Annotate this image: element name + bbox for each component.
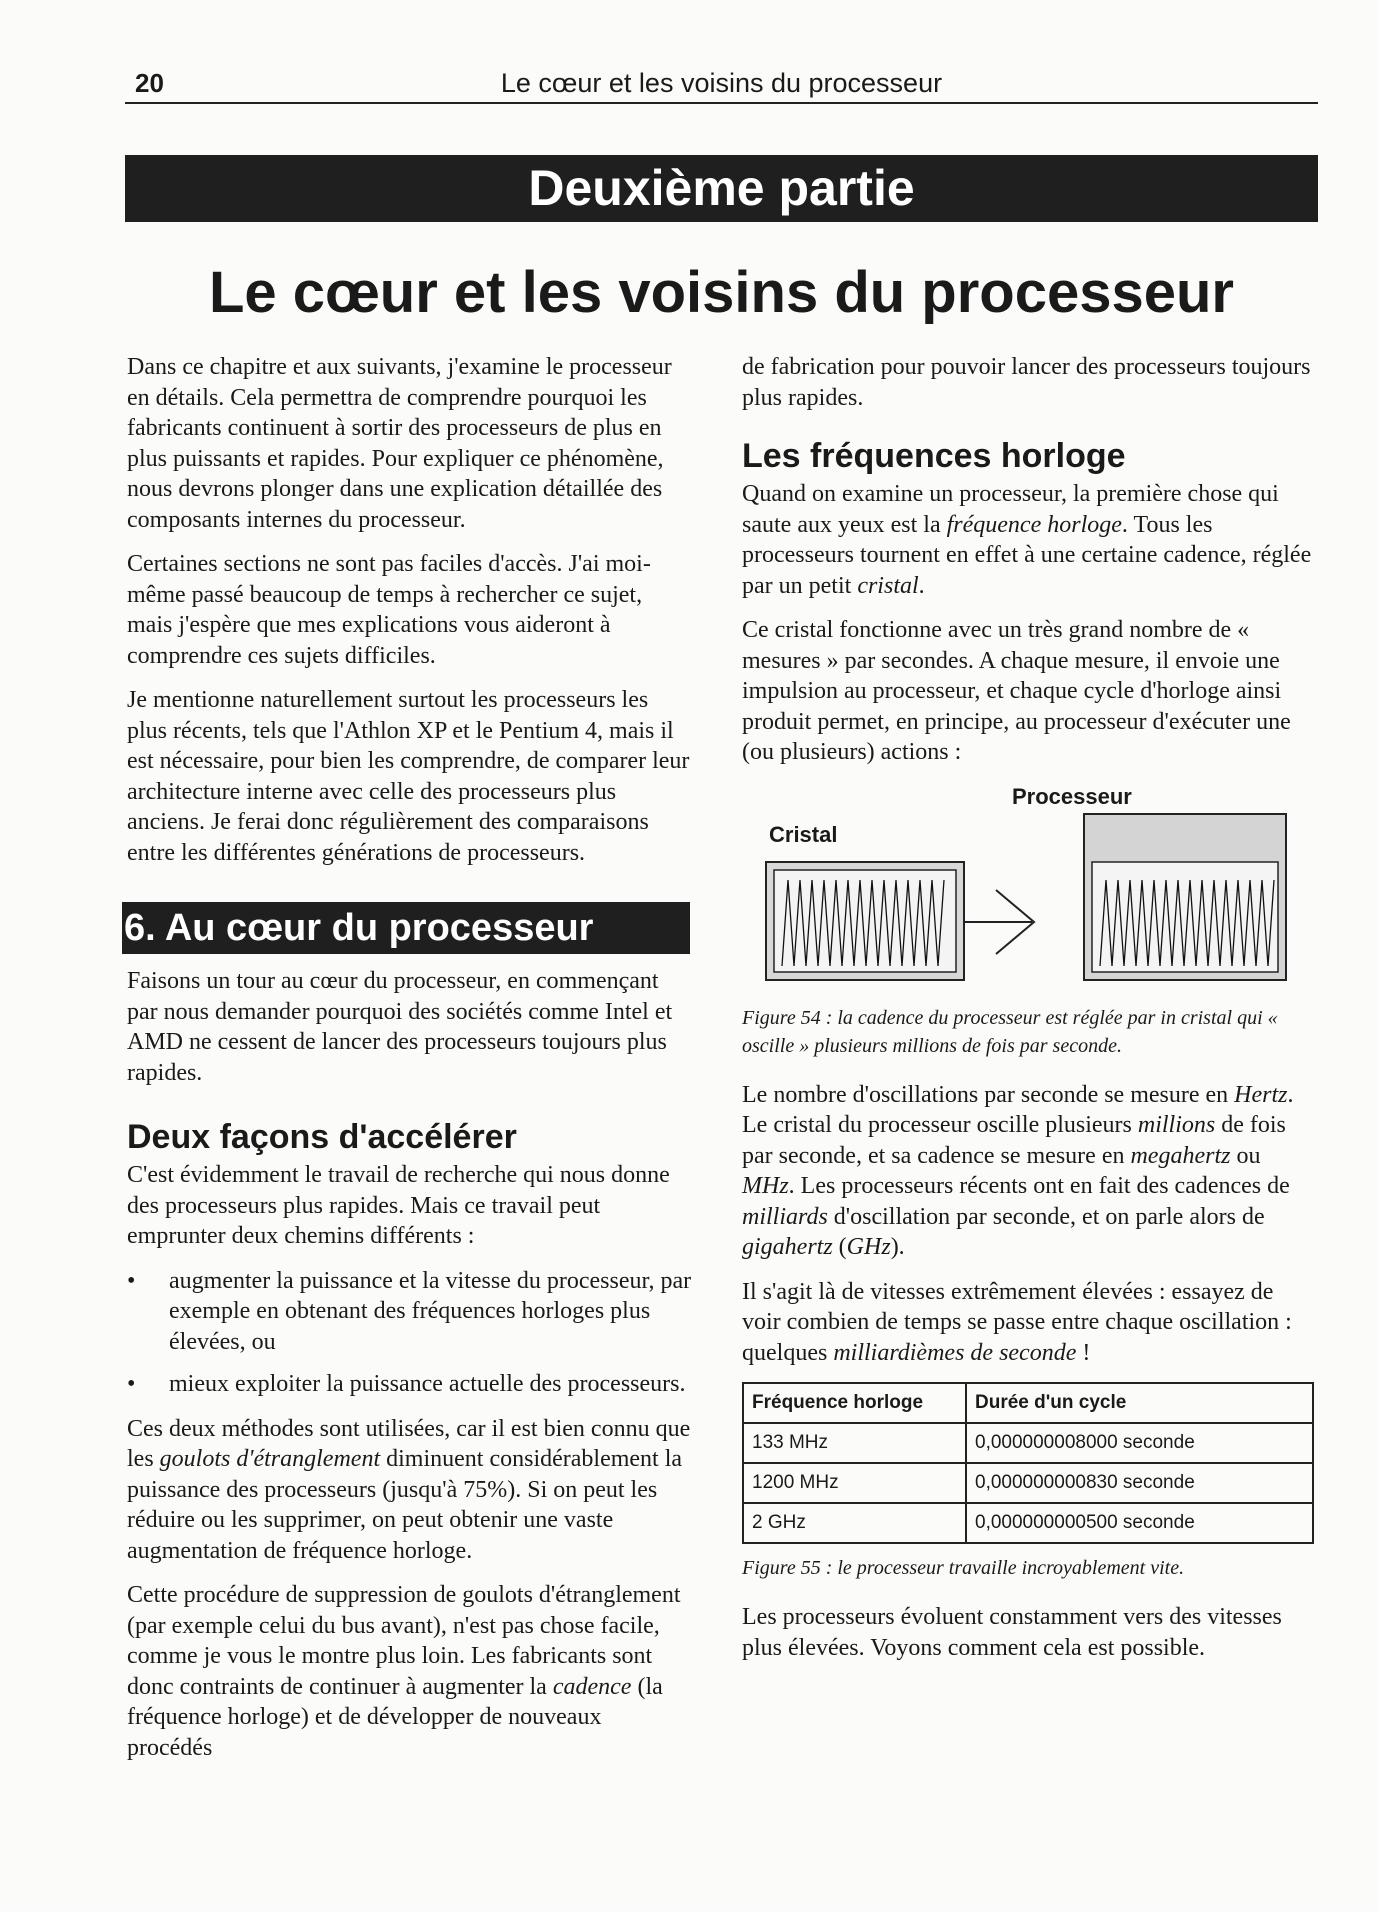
clock-paragraph-1: Quand on examine un processeur, la première chose qui saute aux yeux est la fréquence horloge. Tous les processeurs tournent en effet à une certaine cadence, réglée par un petit cristal. xyxy=(742,481,1312,599)
crystal-processor-diagram xyxy=(742,782,1312,992)
table-cell: 0,000000000500 seconde xyxy=(966,1503,1313,1543)
table-cell: 1200 MHz xyxy=(743,1463,966,1503)
bullet-item: • augmenter la puissance et la vitesse du processeur, par exemple en obtenant des fréquences horloges plus élevées, ou xyxy=(127,1266,692,1358)
table-cell: 0,000000000830 seconde xyxy=(966,1463,1313,1503)
right-column xyxy=(742,352,1312,1677)
subheading-intro: C'est évidemment le travail de recherche qui nous donne des processeurs plus rapides. Mais ce travail peut emprunter deux chemins différents : xyxy=(127,1162,670,1249)
intro-paragraph-3: Je mentionne naturellement surtout les processeurs les plus récents, tels que l'Athlon XP et le Pentium 4, mais il est nécessaire, pour bien les comprendre, de comparer leur architecture interne avec celle des processeurs plus anciens. Je ferai donc régulièrement des comparaisons entre les différentes générations de processeurs. xyxy=(127,687,690,866)
section-banner-text: 6. Au cœur du processeur xyxy=(124,907,594,949)
speed-paragraph: Il s'agit là de vitesses extrêmement élevées : essayez de voir combien de temps se passe entre chaque oscillation : quelques milliardièmes de seconde ! xyxy=(742,1278,1292,1366)
bullet-item: • mieux exploiter la puissance actuelle des processeurs. xyxy=(127,1369,692,1400)
section-intro: Faisons un tour au cœur du processeur, en commençant par nous demander pourquoi des sociétés comme Intel et AMD ne cessent de lancer des processeurs toujours plus rapides. xyxy=(127,968,673,1086)
hertz-paragraph: Le nombre d'oscillations par seconde se mesure en Hertz. Le cristal du processeur oscille plusieurs millions de fois par seconde, et sa cadence se mesure en megahertz ou MHz. Les processeurs récents ont en fait des cadences de milliards d'oscillation par seconde, et on parle alors de gigahertz (GHz). xyxy=(742,1081,1294,1260)
clock-paragraph-2: Ce cristal fonctionne avec un très grand nombre de « mesures » par secondes. A chaque mesure, il envoie une impulsion au processeur, et chaque cycle d'horloge ainsi produit permet, en principe, au processeur d'exécuter une (ou plusieurs) actions : xyxy=(742,617,1291,765)
table-header: Durée d'un cycle xyxy=(966,1383,1313,1423)
part-banner-text: Deuxième partie xyxy=(528,160,915,216)
table-row xyxy=(743,1423,1313,1463)
intro-paragraph-2: Certaines sections ne sont pas faciles d'accès. J'ai moi-même passé beaucoup de temps à rechercher ce sujet, mais j'espère que mes explications vous aideront à comprendre ces sujets difficiles. xyxy=(127,551,651,669)
continuation-paragraph: de fabrication pour pouvoir lancer des processeurs toujours plus rapides. xyxy=(742,354,1311,411)
subheading-clock-frequencies: Les fréquences horloge xyxy=(742,437,1126,475)
section-banner xyxy=(122,902,690,954)
page-number: 20 xyxy=(135,68,164,98)
bullet-list xyxy=(127,1266,692,1400)
procedure-paragraph: Cette procédure de suppression de goulots d'étranglement (par exemple celui du bus avant), n'est pas chose facile, comme je vous le montre plus loin. Les fabricants sont donc contraints de continuer à augmenter la cadence (la fréquence horloge) et de développer de nouveaux procédés xyxy=(127,1582,681,1761)
table-cell: 0,000000008000 seconde xyxy=(966,1423,1313,1463)
table-cell: 2 GHz xyxy=(743,1503,966,1543)
running-header xyxy=(125,66,1318,104)
table-header-row xyxy=(743,1383,1313,1423)
table-row xyxy=(743,1463,1313,1503)
figure-54-caption: Figure 54 : la cadence du processeur est réglée par in cristal qui « oscille » plusieurs millions de fois par seconde. xyxy=(742,1006,1278,1057)
table-header: Fréquence horloge xyxy=(743,1383,966,1423)
table-row xyxy=(743,1503,1313,1543)
closing-paragraph: Les processeurs évoluent constamment vers des vitesses plus élevées. Voyons comment cela est possible. xyxy=(742,1604,1282,1661)
left-column xyxy=(124,352,692,1777)
processor-label: Processeur xyxy=(1012,783,1132,809)
figure-55-caption: Figure 55 : le processeur travaille incroyablement vite. xyxy=(742,1557,1185,1579)
running-title: Le cœur et les voisins du processeur xyxy=(500,68,943,98)
chapter-title: Le cœur et les voisins du processeur xyxy=(209,260,1234,325)
frequency-table xyxy=(742,1382,1314,1544)
intro-paragraph-1: Dans ce chapitre et aux suivants, j'examine le processeur en détails. Cela permettra de comprendre pourquoi les fabricants continuent à sortir des processeurs de plus en plus puissants et rapides. Pour expliquer ce phénomène, nous devrons plonger dans une explication détaillée des composants internes du processeur. xyxy=(127,354,672,533)
table-cell: 133 MHz xyxy=(743,1423,966,1463)
subheading-two-ways: Deux façons d'accélérer xyxy=(127,1118,517,1156)
methods-paragraph: Ces deux méthodes sont utilisées, car il est bien connu que les goulots d'étranglement diminuent considérablement la puissance des processeurs (jusqu'à 75%). Si on peut les réduire ou les supprimer, on peut obtenir une vaste augmentation de fréquence horloge. xyxy=(127,1415,691,1564)
crystal-label: Cristal xyxy=(769,821,838,847)
part-banner xyxy=(125,155,1318,222)
diagram-graphic xyxy=(742,782,1312,992)
